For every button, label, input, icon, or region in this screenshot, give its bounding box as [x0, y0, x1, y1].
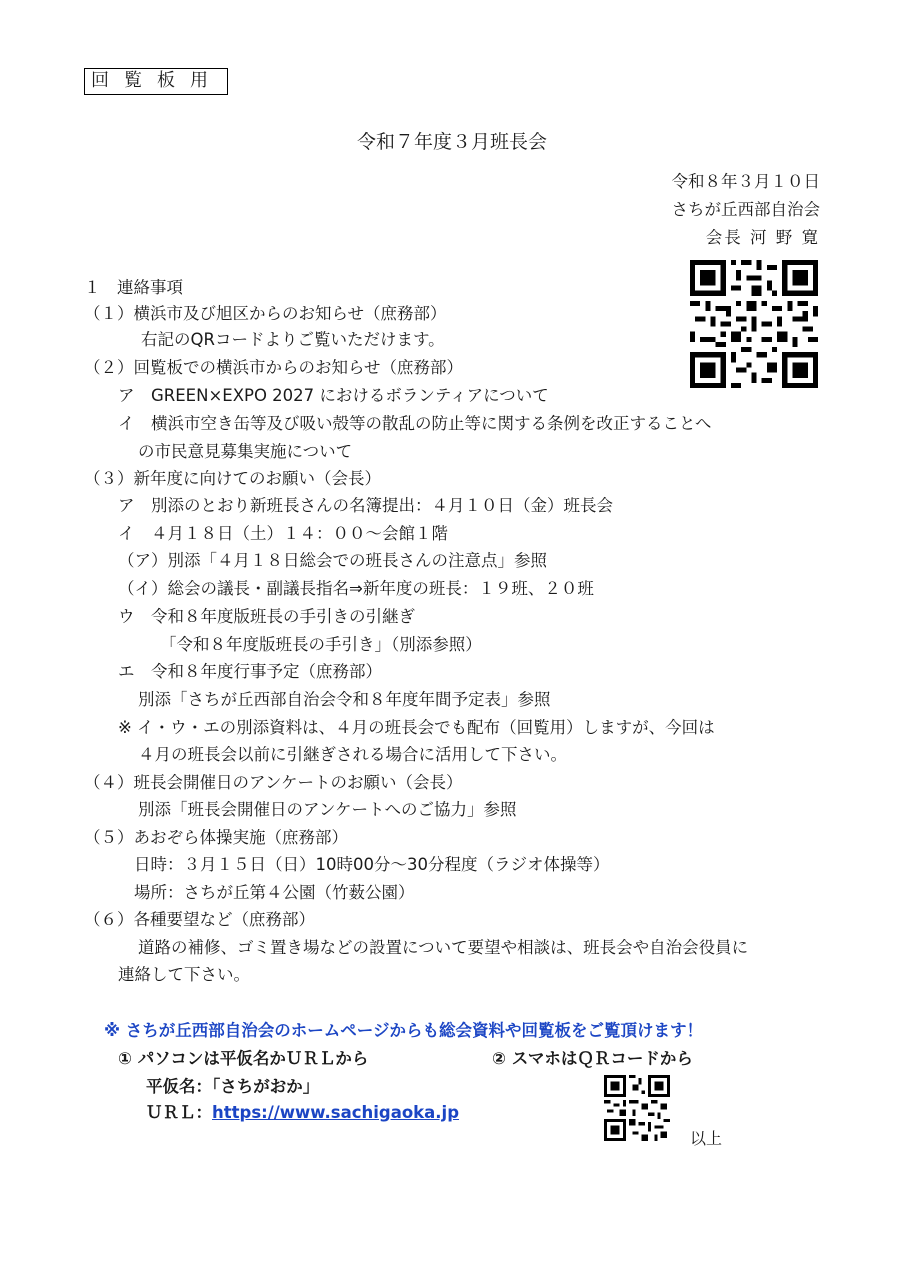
item-5-datetime: 日時：３月１５日（日）10時00分～30分程度（ラジオ体操等）: [134, 855, 610, 874]
organization: さちが丘西部自治会: [671, 200, 820, 219]
item-3-u: ウ 令和８年度版班長の手引きの引継ぎ: [118, 607, 415, 626]
item-6-text-cont: 連絡して下さい。: [118, 965, 250, 984]
hiragana-name: 平仮名：「さちがおか」: [146, 1077, 320, 1096]
item-3-e-text: 別添「さちが丘西部自治会令和８年度年間予定表」参照: [138, 690, 551, 709]
item-3-i-a: （ア）別添「４月１８日総会での班長さんの注意点」参照: [118, 551, 547, 570]
item-1-heading: （１）横浜市及び旭区からのお知らせ（庶務部）: [84, 304, 447, 323]
item-2-i: イ 横浜市空き缶等及び吸い殻等の散乱の防止等に関する条例を改正することへ: [118, 414, 712, 433]
item-1-text: 右記のQRコードよりご覧いただけます。: [141, 330, 445, 349]
qr-code-city-info-icon[interactable]: [690, 260, 818, 388]
homepage-notice: ※ さちが丘西部自治会のホームページからも総会資料や回覧板をご覧頂けます！: [104, 1021, 703, 1040]
item-6-heading: （６）各種要望など（庶務部）: [84, 910, 315, 929]
url-label: ＵＲＬ：: [146, 1103, 212, 1122]
item-3-note: ※ イ・ウ・エの別添資料は、４月の班長会でも配布（回覧用）しますが、今回は: [118, 718, 715, 737]
item-5-heading: （５）あおぞら体操実施（庶務部）: [84, 828, 348, 847]
item-4-heading: （４）班長会開催日のアンケートのお願い（会長）: [84, 773, 463, 792]
phone-access: ② スマホはＱＲコードから: [492, 1049, 693, 1068]
homepage-link[interactable]: https://www.sachigaoka.jp: [212, 1103, 460, 1122]
item-5-place: 場所：さちが丘第４公園（竹薮公園）: [134, 883, 415, 902]
pc-access: ① パソコンは平仮名かＵＲＬから: [118, 1049, 369, 1068]
item-2-i-cont: の市民意見募集実施について: [138, 442, 353, 461]
date: 令和８年３月１０日: [671, 172, 820, 191]
item-6-text: 道路の補修、ゴミ置き場などの設置について要望や相談は、班長会や自治会役員に: [138, 938, 749, 957]
item-2-a: ア GREEN×EXPO 2027 におけるボランティアについて: [118, 386, 549, 405]
section-heading: １ 連絡事項: [84, 278, 183, 297]
closing-mark: 以上: [690, 1129, 723, 1148]
item-3-e: エ 令和８年度行事予定（庶務部）: [118, 662, 382, 681]
url-row: [146, 1099, 459, 1123]
item-3-i: イ ４月１８日（土）１４：００～会館１階: [118, 524, 448, 543]
item-3-a: ア 別添のとおり新班長さんの名簿提出：４月１０日（金）班長会: [118, 496, 613, 515]
page-title: 令和７年度３月班長会: [356, 131, 547, 153]
chairman: 会長 河 野 寛: [705, 228, 820, 247]
item-3-heading: （３）新年度に向けてのお願い（会長）: [84, 469, 381, 488]
item-2-heading: （２）回覧板での横浜市からのお知らせ（庶務部）: [84, 358, 464, 377]
item-3-note-cont: ４月の班長会以前に引継ぎされる場合に活用して下さい。: [138, 745, 567, 764]
item-3-u-text: 「令和８年度版班長の手引き」（別添参照）: [160, 635, 482, 654]
qr-code-homepage-icon[interactable]: [604, 1075, 670, 1141]
circulation-stamp: 回覧板用: [84, 68, 228, 95]
item-4-text: 別添「班長会開催日のアンケートへのご協力」参照: [138, 800, 517, 819]
item-3-i-i: （イ）総会の議長・副議長指名⇒新年度の班長：１９班、２０班: [118, 579, 594, 598]
